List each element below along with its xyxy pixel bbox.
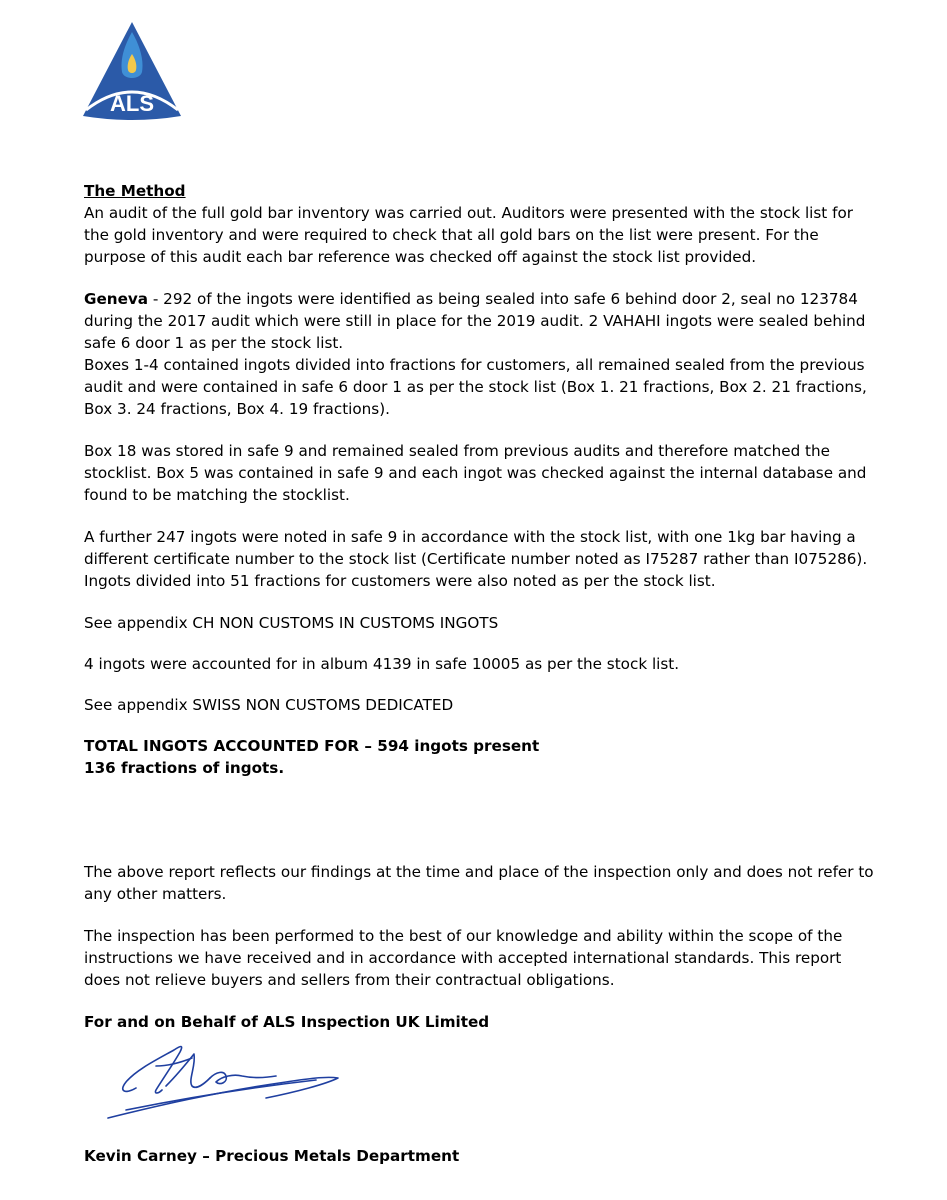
boxes-paragraph: Boxes 1-4 contained ingots divided into fractions for customers, all remained sealed from the previous audit and were contained in safe 6 door 1 as per the stock list (Box 1. 21 fractions, Box 2. 21 fractions, Box 3. 24 fractions, Box 4. 19 fractions). (84, 356, 867, 418)
disclaimer-1: The above report reflects our findings at the time and place of the inspection only and does not refer to any other matters. (84, 863, 874, 903)
box18-paragraph: Box 18 was stored in safe 9 and remained sealed from previous audits and therefore matched the stocklist. Box 5 was contained in safe 9 and each ingot was checked against the internal database and found to be matching the stocklist. (84, 442, 867, 504)
further-paragraph: A further 247 ingots were noted in safe 9 in accordance with the stock list, with one 1kg bar having a different certificate number to the stock list (Certificate number noted as I75287 rather than I075286). Ingots divided into 51 fractions for customers were also noted as per the stock list. (84, 528, 868, 590)
method-heading: The Method (84, 182, 186, 200)
logo-text: ALS (110, 91, 154, 116)
signoff-line: Kevin Carney – Precious Metals Department (84, 1147, 460, 1165)
geneva-text: - 292 of the ingots were identified as being sealed into safe 6 behind door 2, seal no 123784 during the 2017 audit which were still in place for the 2019 audit. 2 VAHAHI ingots were sealed behind safe 6 door 1 as per the stock list. (84, 290, 866, 352)
appendix-ch: See appendix CH NON CUSTOMS IN CUSTOMS INGOTS (84, 614, 499, 632)
appendix-swiss: See appendix SWISS NON CUSTOMS DEDICATED (84, 696, 454, 714)
album-paragraph: 4 ingots were accounted for in album 4139 in safe 10005 as per the stock list. (84, 655, 680, 673)
total-line-1: TOTAL INGOTS ACCOUNTED FOR – 594 ingots present (84, 737, 540, 755)
behalf-line: For and on Behalf of ALS Inspection UK Limited (84, 1013, 490, 1031)
signature (96, 1036, 346, 1124)
disclaimer-2: The inspection has been performed to the best of our knowledge and ability within the scope of the instructions we have received and in accordance with accepted international standards. This report does not relieve buyers and sellers from their contractual obligations. (84, 927, 843, 989)
geneva-label: Geneva (84, 290, 149, 308)
method-intro: An audit of the full gold bar inventory was carried out. Auditors were presented with the stock list for the gold inventory and were required to check that all gold bars on the list were present. For the purpose of this audit each bar reference was checked off against the stock list provided. (84, 204, 853, 266)
als-logo (80, 20, 184, 120)
report-body (84, 180, 874, 1033)
geneva-paragraph (84, 288, 874, 354)
total-line-2: 136 fractions of ingots. (84, 759, 285, 777)
